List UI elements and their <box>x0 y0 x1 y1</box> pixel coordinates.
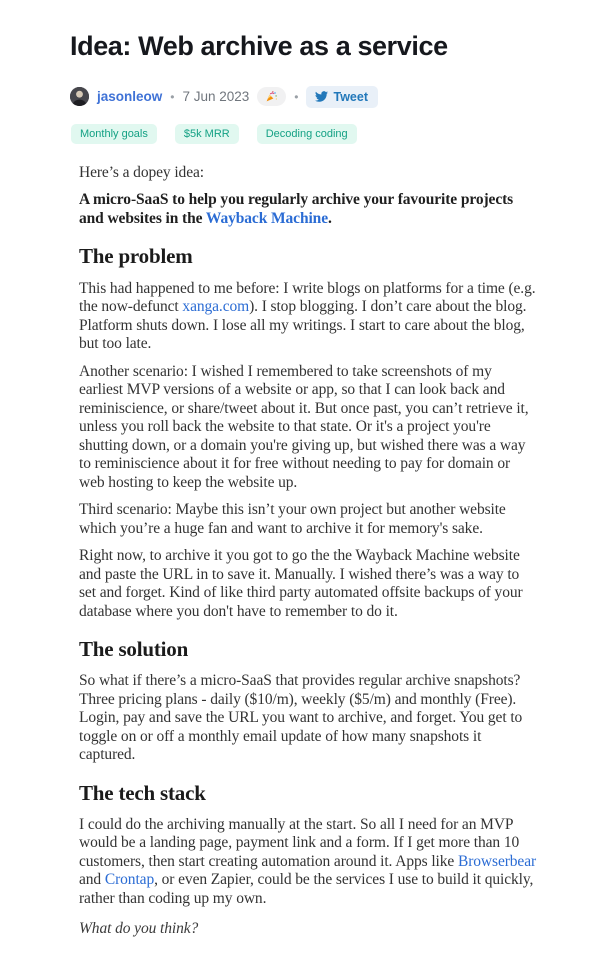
avatar[interactable] <box>70 87 89 106</box>
tweet-button[interactable] <box>306 86 378 108</box>
lead-text: A micro-SaaS to help you regularly archive your favourite projects and websites in the <box>79 191 514 227</box>
tweet-button-label: Tweet <box>333 89 368 104</box>
section-heading-tech-stack: The tech stack <box>79 780 206 805</box>
byline <box>70 86 530 108</box>
reaction-chip[interactable] <box>257 87 286 106</box>
tag-5k-mrr[interactable]: $5k MRR <box>175 124 239 144</box>
crontap-link[interactable]: Crontap <box>104 871 155 889</box>
problem-paragraph-1 <box>79 280 537 354</box>
section-heading-solution: The solution <box>79 637 189 662</box>
avatar-photo <box>70 87 89 106</box>
paragraph-text: This had happened to me before: I write blogs on platforms for a time (e.g. the now-defunct <box>79 279 536 316</box>
twitter-bird-icon <box>315 90 328 103</box>
tag-decoding-coding[interactable]: Decoding coding <box>257 124 357 144</box>
tech-paragraph <box>79 816 537 909</box>
outro-paragraph: What do you think? <box>79 920 199 938</box>
post-date: 7 Jun 2023 <box>182 89 250 105</box>
separator-dot: • <box>170 89 175 104</box>
solution-paragraph: So what if there’s a micro-SaaS that provides regular archive snapshots? Three pricing plans - daily ($10/m), weekly ($5/m) and monthly (Free). Login, pay and save the URL you want to archive, and forget. You get to toggle on or off a monthly email update of how many snapshots it captured. <box>79 672 523 764</box>
problem-paragraph-4: Right now, to archive it you got to go the the Wayback Machine website and paste the URL in to save it. Manually. I wished there’s was a way to set and forget. Kind of like third party automated offsite backups of your database where you don't have to remember to do it. <box>79 547 523 620</box>
intro-paragraph: Here’s a dopey idea: <box>79 163 204 181</box>
section-heading-problem: The problem <box>79 244 193 269</box>
tag-list <box>71 124 530 144</box>
paragraph-text: and <box>79 871 105 889</box>
lead-paragraph <box>79 191 537 228</box>
separator-dot: • <box>294 89 299 104</box>
article-body <box>79 164 537 939</box>
paragraph-text: , or even Zapier, could be the services I use to build it quickly, rather than coding up my own. <box>79 871 534 907</box>
page-title: Idea: Web archive as a service <box>70 31 448 61</box>
paragraph-text: I could do the archiving manually at the start. So all I need for an MVP would be a landing page, payment link and a form. If I get more than 10 customers, then start creating automation around it. Apps like <box>79 815 520 870</box>
xanga-link[interactable]: xanga.com <box>182 298 250 316</box>
author-link[interactable]: jasonleow <box>97 89 163 105</box>
tag-monthly-goals[interactable]: Monthly goals <box>71 124 157 144</box>
problem-paragraph-2: Another scenario: I wished I remembered to take screenshots of my earliest MVP versions of a website or app, so that I can look back and reminiscience, or share/tweet about it. But once past, you can’t retrieve it, unless you roll back the website to that state. Or it's a project you're shutting down, or a domain you're giving up, but wished there was a way to reminiscience about it for free without needing to pay for domain or web hosting to keep the website up. <box>79 362 529 491</box>
problem-paragraph-3: Third scenario: Maybe this isn’t your own project but another website which you’re a huge fan and want to archive it for memory's sake. <box>79 501 506 537</box>
paragraph-text: ). I stop blogging. I don’t care about the blog. Platform shuts down. I lose all my writings. I start to care about the blog, but too late. <box>79 298 527 353</box>
wayback-machine-link[interactable]: Wayback Machine <box>205 209 328 227</box>
party-popper-icon <box>265 90 278 103</box>
lead-text-end: . <box>327 209 332 227</box>
browserbear-link[interactable]: Browserbear <box>457 852 537 870</box>
